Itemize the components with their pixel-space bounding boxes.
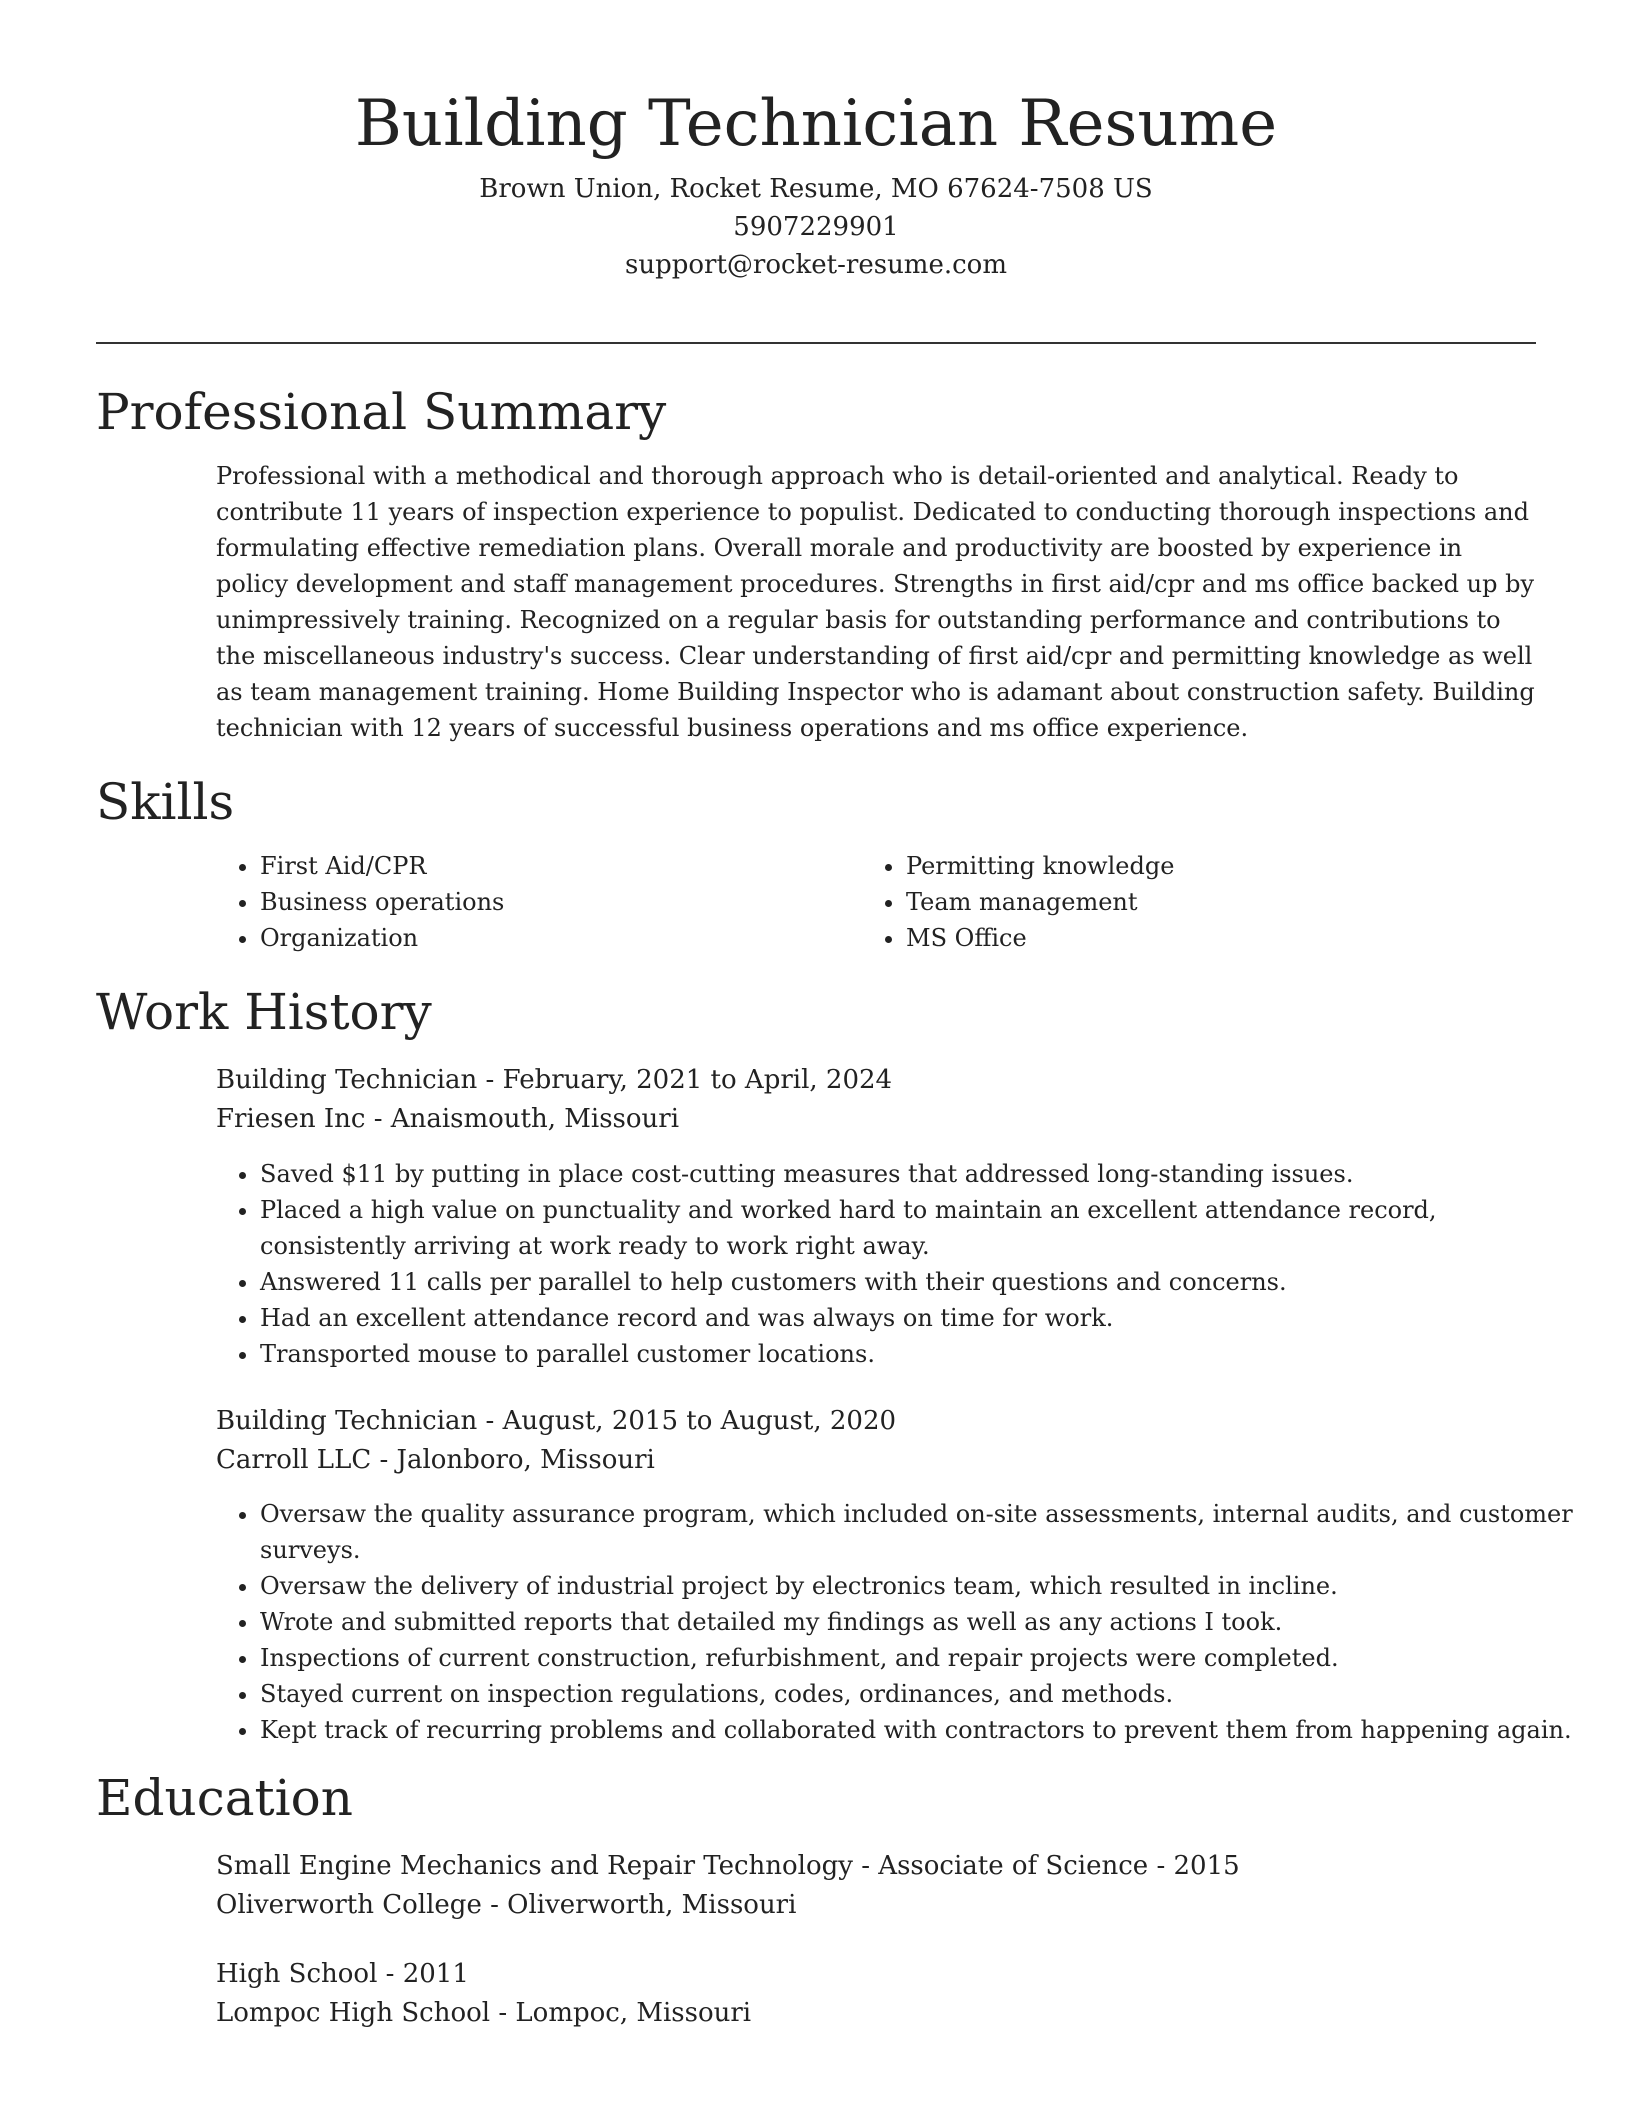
skill-item: • MS Office — [906, 920, 1506, 956]
list-item: • Transported mouse to parallel customer locations. — [260, 1336, 1580, 1372]
list-item: • Wrote and submitted reports that detailed my findings as well as any actions I took. — [260, 1604, 1580, 1640]
job-company-line: Carroll LLC - Jalonboro, Missouri — [216, 1445, 655, 1475]
skill-item: • Business operations — [260, 884, 860, 920]
skills-list-left — [216, 848, 860, 956]
skill-item: • Permitting knowledge — [906, 848, 1506, 884]
summary-text: Professional with a methodical and thorough approach who is detail-oriented and analytical. Ready to contribute 11 years of inspection experience to populist. Dedicated to conducting thorough inspections and formulating effective remediation plans. Overall morale and productivity are boosted by experience in policy development and staff management procedures. Strengths in first aid/cpr and ms office backed up by unimpressively training. Recognized on a regular basis for outstanding performance and contributions to the miscellaneous industry's success. Clear understanding of first aid/cpr and permitting knowledge as well as team management training. Home Building Inspector who is adamant about construction safety. Building technician with 12 years of successful business operations and ms office experience. — [216, 462, 1535, 742]
skill-item: • Organization — [260, 920, 860, 956]
education-degree-line: High School - 2011 — [216, 1959, 469, 1989]
resume-title: Building Technician Resume — [354, 87, 1278, 161]
education-school-line: Oliverworth College - Oliverworth, Missouri — [216, 1890, 797, 1920]
education-degree-line: Small Engine Mechanics and Repair Technology - Associate of Science - 2015 — [216, 1851, 1240, 1881]
list-item: • Oversaw the quality assurance program, which included on-site assessments, internal audits, and customer surveys. — [260, 1496, 1580, 1568]
list-item: • Had an excellent attendance record and was always on time for work. — [260, 1300, 1580, 1336]
work-heading: Work History — [96, 983, 432, 1041]
education-school-line: Lompoc High School - Lompoc, Missouri — [216, 1998, 752, 2028]
contact-email: support@rocket-resume.com — [624, 250, 1007, 280]
skill-item: • Team management — [906, 884, 1506, 920]
resume-header — [96, 78, 1536, 284]
skills-list-right — [862, 848, 1506, 956]
job-bullets — [216, 1156, 1580, 1372]
list-item: • Inspections of current construction, refurbishment, and repair projects were completed. — [260, 1640, 1580, 1676]
list-item: • Oversaw the delivery of industrial project by electronics team, which resulted in incline. — [260, 1568, 1580, 1604]
list-item: • Stayed current on inspection regulations, codes, ordinances, and methods. — [260, 1676, 1580, 1712]
job-company-line: Friesen Inc - Anaismouth, Missouri — [216, 1104, 680, 1134]
list-item: • Saved $11 by putting in place cost-cutting measures that addressed long-standing issues. — [260, 1156, 1580, 1192]
list-item: • Placed a high value on punctuality and worked hard to maintain an excellent attendance record, consistently arriving at work ready to work right away. — [260, 1192, 1580, 1264]
list-item: • Kept track of recurring problems and collaborated with contractors to prevent them from happening again. — [260, 1712, 1580, 1748]
education-heading: Education — [96, 1769, 353, 1827]
contact-address: Brown Union, Rocket Resume, MO 67624-7508 US — [479, 174, 1153, 204]
job-title-line: Building Technician - August, 2015 to August, 2020 — [216, 1406, 897, 1436]
contact-phone: 5907229901 — [733, 212, 899, 242]
list-item: • Answered 11 calls per parallel to help customers with their questions and concerns. — [260, 1264, 1580, 1300]
skill-item: • First Aid/CPR — [260, 848, 860, 884]
header-divider — [96, 342, 1536, 344]
job-bullets — [216, 1496, 1580, 1748]
summary-heading: Professional Summary — [96, 383, 667, 441]
skills-heading: Skills — [96, 773, 235, 831]
job-title-line: Building Technician - February, 2021 to April, 2024 — [216, 1065, 893, 1095]
